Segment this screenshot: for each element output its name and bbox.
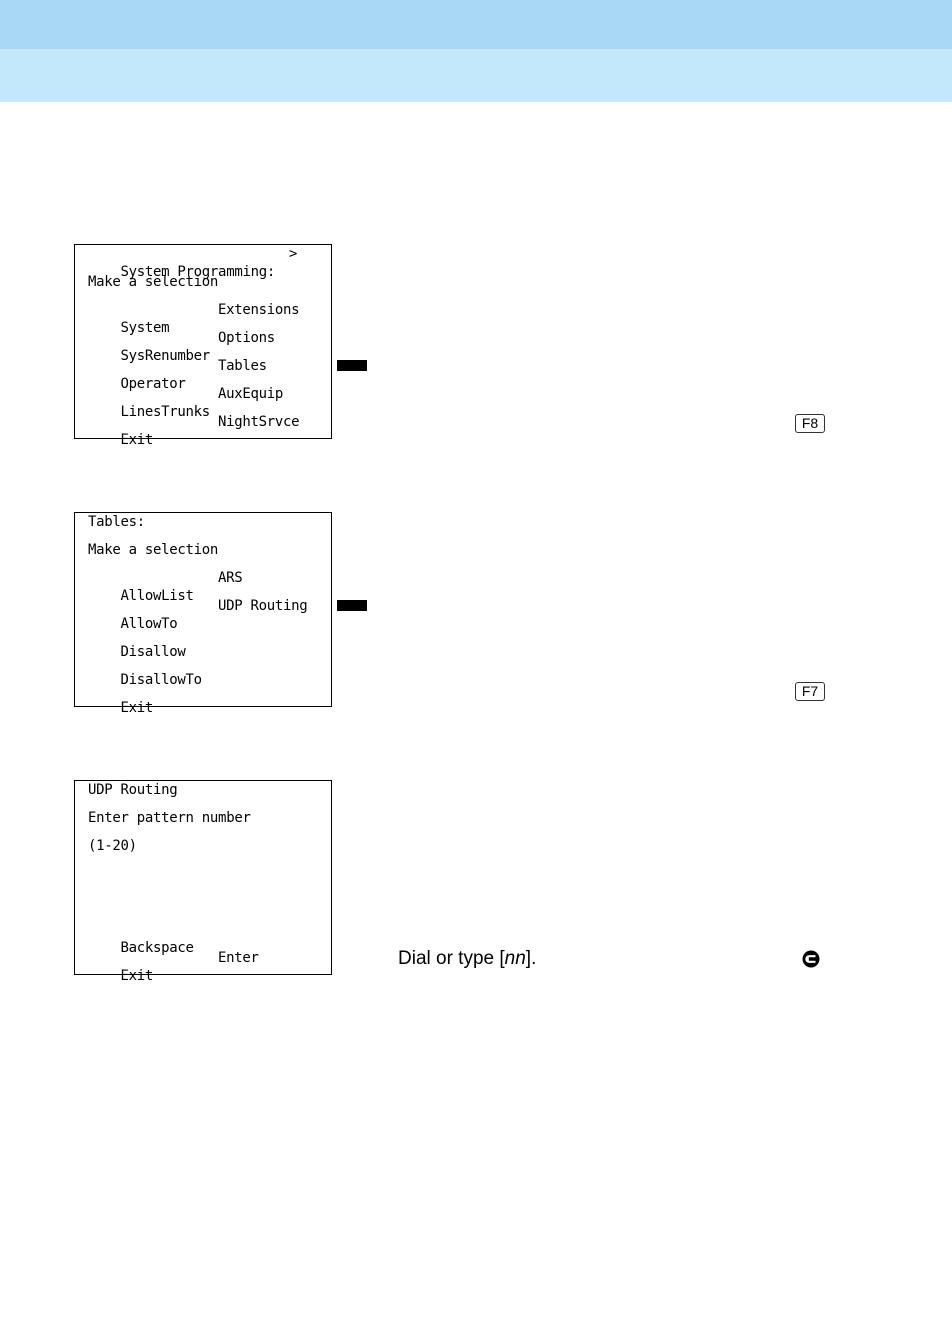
menu-row <box>88 625 327 660</box>
menu-option-sysrenumber[interactable]: SysRenumber <box>120 348 210 364</box>
header-band-bottom <box>0 49 952 102</box>
menu-row <box>88 301 327 336</box>
screen-prompt: Make a selection <box>88 274 219 290</box>
menu-option-ars[interactable]: ARS <box>218 570 243 586</box>
menu-option-exit[interactable]: Exit <box>120 700 154 716</box>
menu-row <box>88 385 327 420</box>
menu-option-linestrunks[interactable]: LinesTrunks <box>120 404 210 420</box>
screen-title-text: System Programming: <box>120 264 275 280</box>
menu-row <box>88 329 327 364</box>
screen-title <box>88 245 327 280</box>
menu-option-disallow[interactable]: Disallow <box>120 644 186 660</box>
udp-routing-screen <box>74 780 332 984</box>
function-key-f7[interactable]: F7 <box>795 682 825 701</box>
menu-option-options[interactable]: Options <box>218 330 275 346</box>
next-page-arrow[interactable]: > <box>288 246 297 262</box>
screen-title: UDP Routing <box>88 782 178 798</box>
menu-row <box>88 653 327 688</box>
menu-option-allowlist[interactable]: AllowList <box>120 588 194 604</box>
menu-row <box>88 597 327 632</box>
menu-row <box>88 357 327 392</box>
menu-option-system[interactable]: System <box>120 320 170 336</box>
instruction-variable: nn <box>504 948 526 969</box>
screen-prompt: Enter pattern number <box>88 810 251 826</box>
menu-row <box>88 569 327 604</box>
menu-option-allowto[interactable]: AllowTo <box>120 616 178 632</box>
menu-option-enter[interactable]: Enter <box>218 950 259 966</box>
menu-option-auxequip[interactable]: AuxEquip <box>218 386 284 402</box>
system-programming-screen <box>74 244 332 448</box>
screen-title: Tables: <box>88 514 145 530</box>
menu-row <box>88 413 327 448</box>
enter-key-icon[interactable] <box>801 949 821 969</box>
menu-option-udp-routing[interactable]: UDP Routing <box>218 598 308 614</box>
menu-row <box>88 949 327 984</box>
instruction-prefix: Dial or type [ <box>398 948 505 969</box>
menu-row <box>88 921 327 956</box>
highlight-bar-udp-routing <box>337 600 367 611</box>
menu-option-disallowto[interactable]: DisallowTo <box>120 672 202 688</box>
instruction-text <box>398 946 536 972</box>
pattern-range: (1-20) <box>88 838 137 854</box>
menu-option-exit[interactable]: Exit <box>120 968 154 984</box>
instruction-suffix: ]. <box>525 948 537 969</box>
backspace-option[interactable]: Backspace <box>120 940 194 956</box>
highlight-bar-tables <box>337 360 367 371</box>
menu-option-exit[interactable]: Exit <box>120 432 154 448</box>
header-band-top <box>0 0 952 49</box>
menu-option-extensions[interactable]: Extensions <box>218 302 300 318</box>
menu-option-nightsrvce[interactable]: NightSrvce <box>218 414 300 430</box>
tables-screen <box>74 512 332 716</box>
function-key-f8[interactable]: F8 <box>795 414 825 433</box>
menu-row <box>88 681 327 716</box>
menu-option-operator[interactable]: Operator <box>120 376 186 392</box>
screen-prompt: Make a selection <box>88 542 219 558</box>
menu-option-tables[interactable]: Tables <box>218 358 267 374</box>
